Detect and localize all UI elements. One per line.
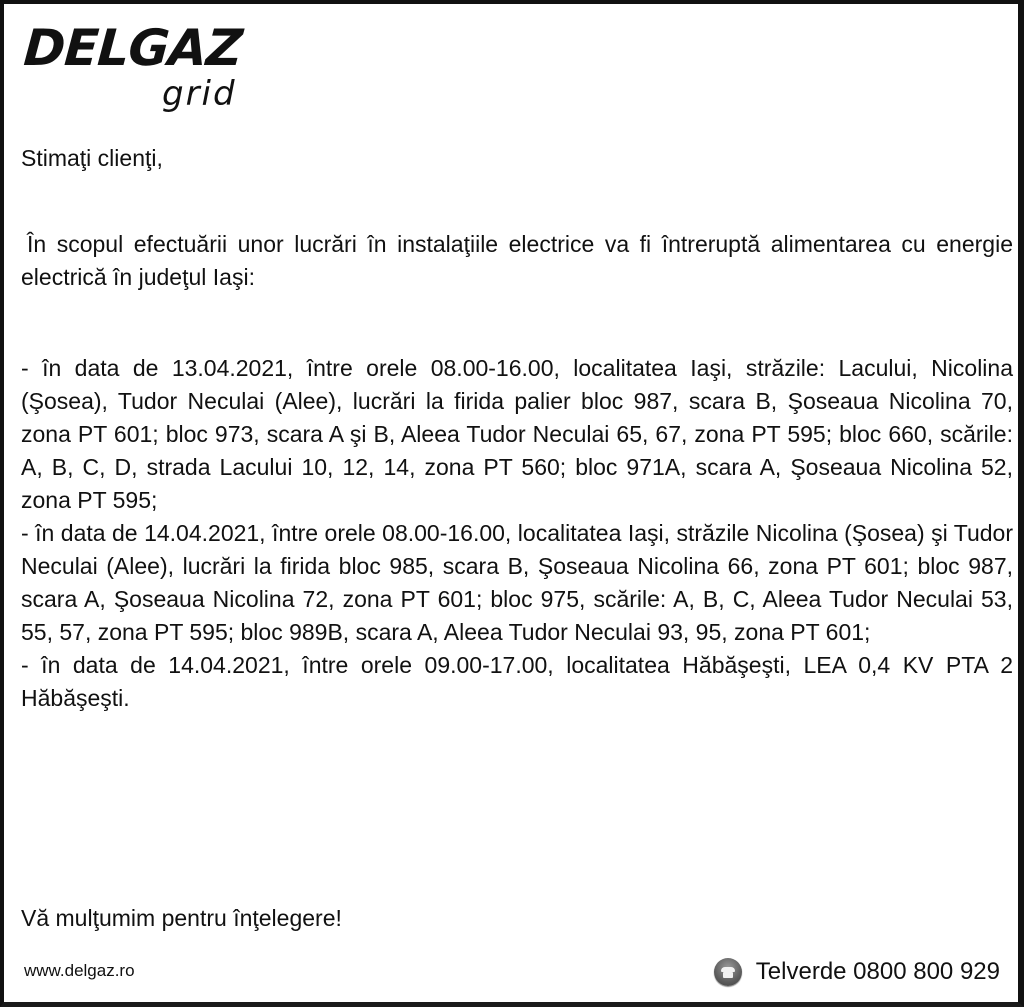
- outage-item: - în data de 14.04.2021, între orele 08.00-16.00, localitatea Iaşi, străzile Nicolina (Şosea) şi Tudor Neculai (Alee), lucrări la firida bloc 985, scara B, Şoseaua Nicolina 66, zona PT 601; bloc 987, scara A, Şoseaua Nicolina 72, zona PT 601; bloc 975, scările: A, B, C, Aleea Tudor Neculai 53, 55, 57, zona PT 595; bloc 989B, scara A, Aleea Tudor Neculai 93, 95, zona PT 601;: [21, 520, 1013, 645]
- logo-brand: DELGAZ: [21, 19, 244, 77]
- outage-list: [21, 352, 1013, 715]
- outage-item: - în data de 14.04.2021, între orele 09.00-17.00, localitatea Hăbăşeşti, LEA 0,4 KV PTA 2 Hăbăşeşti.: [21, 652, 1013, 711]
- website-link[interactable]: www.delgaz.ro: [24, 961, 135, 980]
- logo-sub: grid: [162, 74, 237, 114]
- delgaz-grid-logo: [21, 18, 264, 114]
- hotline-number: Telverde 0800 800 929: [755, 958, 1000, 985]
- intro-paragraph: [21, 228, 1013, 294]
- hotline: [714, 958, 1000, 986]
- thanks-message: Vă mulţumim pentru înţelegere!: [21, 905, 342, 931]
- outage-item: - în data de 13.04.2021, între orele 08.00-16.00, localitatea Iaşi, străzile: Lacului, Nicolina (Şosea), Tudor Neculai (Alee), lucrări la firida palier bloc 987, scara B, Şoseaua Nicolina 70, zona PT 601; bloc 973, scara A şi B, Aleea Tudor Neculai 65, 67, zona PT 595; bloc 660, scările: A, B, C, D, strada Lacului 10, 12, 14, zona PT 560; bloc 971A, scara A, Şoseaua Nicolina 52, zona PT 595;: [21, 355, 1013, 513]
- intro-text: În scopul efectuării unor lucrări în instalaţiile electrice va fi întreruptă alimentarea cu energie electrică în judeţul Iaşi:: [21, 231, 1013, 290]
- phone-icon: [714, 958, 742, 986]
- greeting: Stimaţi clienţi,: [21, 145, 163, 171]
